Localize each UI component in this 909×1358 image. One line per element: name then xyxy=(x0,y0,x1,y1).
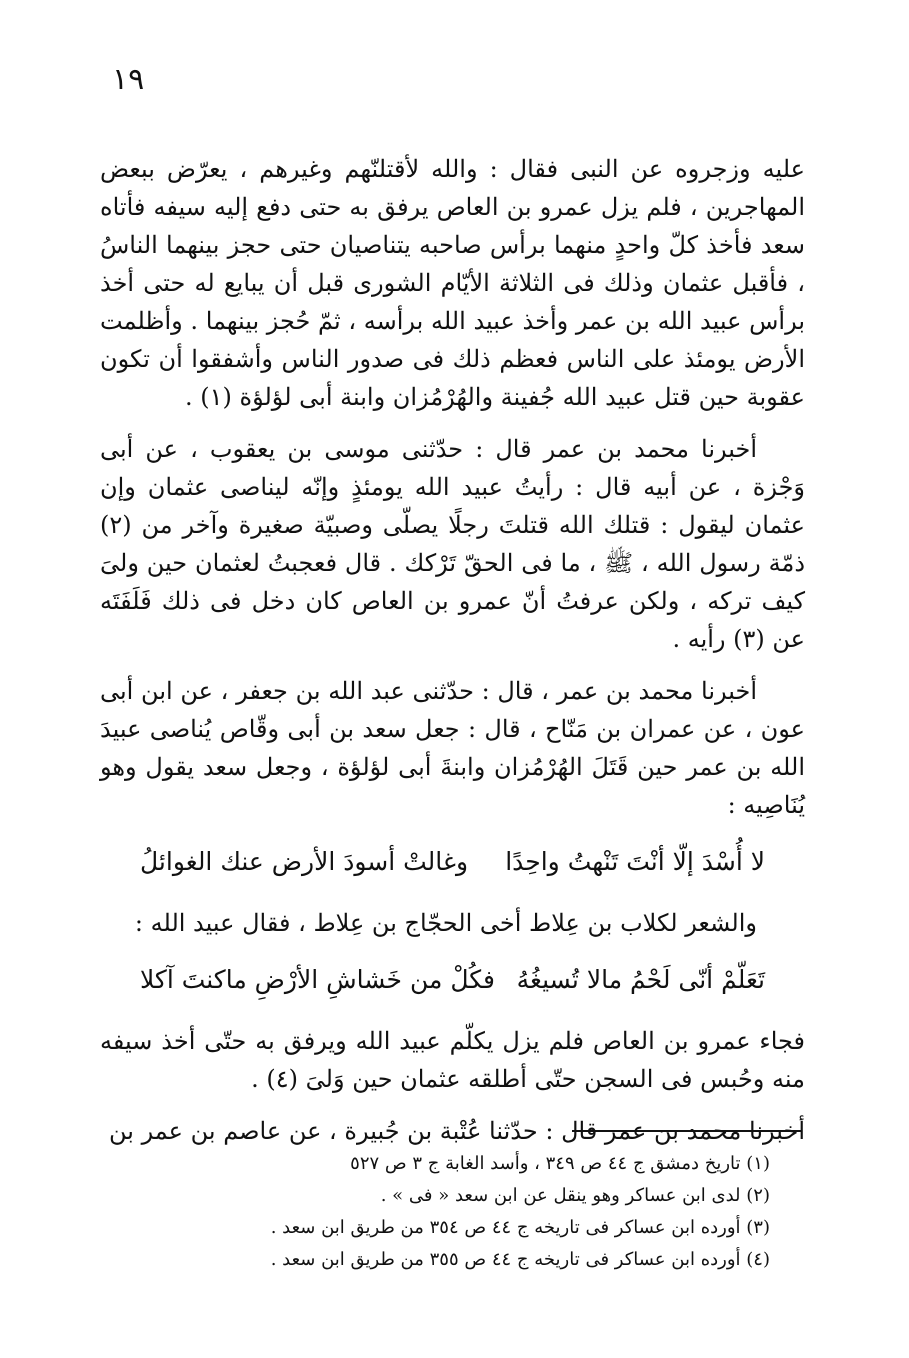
page-number: ١٩ xyxy=(112,62,145,97)
verse-1-hemistich-1: لا أُسْدَ إلّا أنْتَ تَنْهتُ واحِدًا xyxy=(505,847,765,876)
paragraph-2: أخبرنا محمد بن عمر قال : حدّثنى موسى بن يعقوب ، عن أبى وَجْزة ، عن أبيه قال : رأيتُ عبيد الله يومئذٍ وإنّه ليناصى عثمان وإن عثمان ليقول : قتلك الله قتلتَ رجلًا يصلّى وصبيّة صغيرة وآخر من (٢) ذمّة رسول الله ، ﷺ ، ما فى الحقّ تَرْكك . قال فعجبتُ لعثمان حين ولىَ كيف تركه ، ولكن عرفتُ أنّ عمرو بن العاص كان دخل فى ذلك فَلَفَتَه عن (٣) رأيه . xyxy=(100,435,806,653)
footnote-divider xyxy=(572,1130,802,1132)
verse-2 xyxy=(140,960,765,1000)
verse-1-hemistich-2: وغالتْ أسودَ الأرض عنك الغوائلُ xyxy=(140,847,469,876)
footnote-4: (٤) أورده ابن عساكر فى تاريخه ج ٤٤ ص ٣٥٥ من طريق ابن سعد . xyxy=(270,1249,770,1270)
footnote-3: (٣) أورده ابن عساكر فى تاريخه ج ٤٤ ص ٣٥٤ من طريق ابن سعد . xyxy=(270,1217,770,1238)
verse-1 xyxy=(140,842,765,882)
paragraph-3: أخبرنا محمد بن عمر ، قال : حدّثنى عبد الله بن جعفر ، عن ابن أبى عون ، عن عمران بن مَنّاح ، قال : جعل سعد بن أبى وقّاص يُناصى عبيدَ الله بن عمر حين قَتَلَ الهُرْمُزان وابنةَ أبى لؤلؤة ، وجعل سعد يقول وهو يُنَاصِيه : xyxy=(100,677,805,819)
footnote-2: (٢) لدى ابن عساكر وهو ينقل عن ابن سعد « فى » . xyxy=(380,1185,770,1206)
verse-2-hemistich-1: تَعَلّمْ أنّى لَحْمُ مالا تُسيغُهُ xyxy=(516,965,765,994)
paragraph-1: عليه وزجروه عن النبى فقال : والله لأقتلنّهم وغيرهم ، يعرّض ببعض المهاجرين ، فلم يزل عمرو بن العاص يرفق به حتى دفع إليه سيفه فأتاه سعد فأخذ كلّ واحدٍ منهما برأس صاحبه يتناصيان حتى حجز بينهما الناسُ ، فأقبل عثمان وذلك فى الثلاثة الأيّام الشورى قبل أن يبايع له حتى أخذ برأس عبيد الله بن عمر وأخذ عبيد الله برأسه ، ثمّ حُجز بينهما . وأظلمت الأرض يومئذ على الناس فعظم ذلك فى صدور الناس وأشفقوا أن تكون عقوبة حين قتل عبيد الله جُفينة والهُرْمُزان وابنة أبى لؤلؤة (١) . xyxy=(100,155,805,411)
paragraph-4: فجاء عمرو بن العاص فلم يزل يكلّم عبيد الله ويرفق به حتّى أخذ سيفه منه وحُبس فى السجن حتّى أطلقه عثمان حين وَلىَ (٤) . xyxy=(100,1027,805,1093)
paragraph-5: أخبرنا محمد بن عمر قال : حدّثنا عُتْبة بن جُبيرة ، عن عاصم بن عمر بن xyxy=(108,1117,805,1145)
main-text xyxy=(100,150,805,1164)
prose-between-verses: والشعر لكلاب بن عِلاط أخى الحجّاج بن عِلاط ، فقال عبيد الله : xyxy=(134,909,757,937)
footnotes xyxy=(150,1148,770,1276)
footnote-1: (١) تاريخ دمشق ج ٤٤ ص ٣٤٩ ، وأسد الغابة ج ٣ ص ٥٢٧ xyxy=(350,1153,770,1174)
verse-2-hemistich-2: فكُلْ من خَشاشِ الأرْضِ ماكنتَ آكلا xyxy=(140,965,496,994)
